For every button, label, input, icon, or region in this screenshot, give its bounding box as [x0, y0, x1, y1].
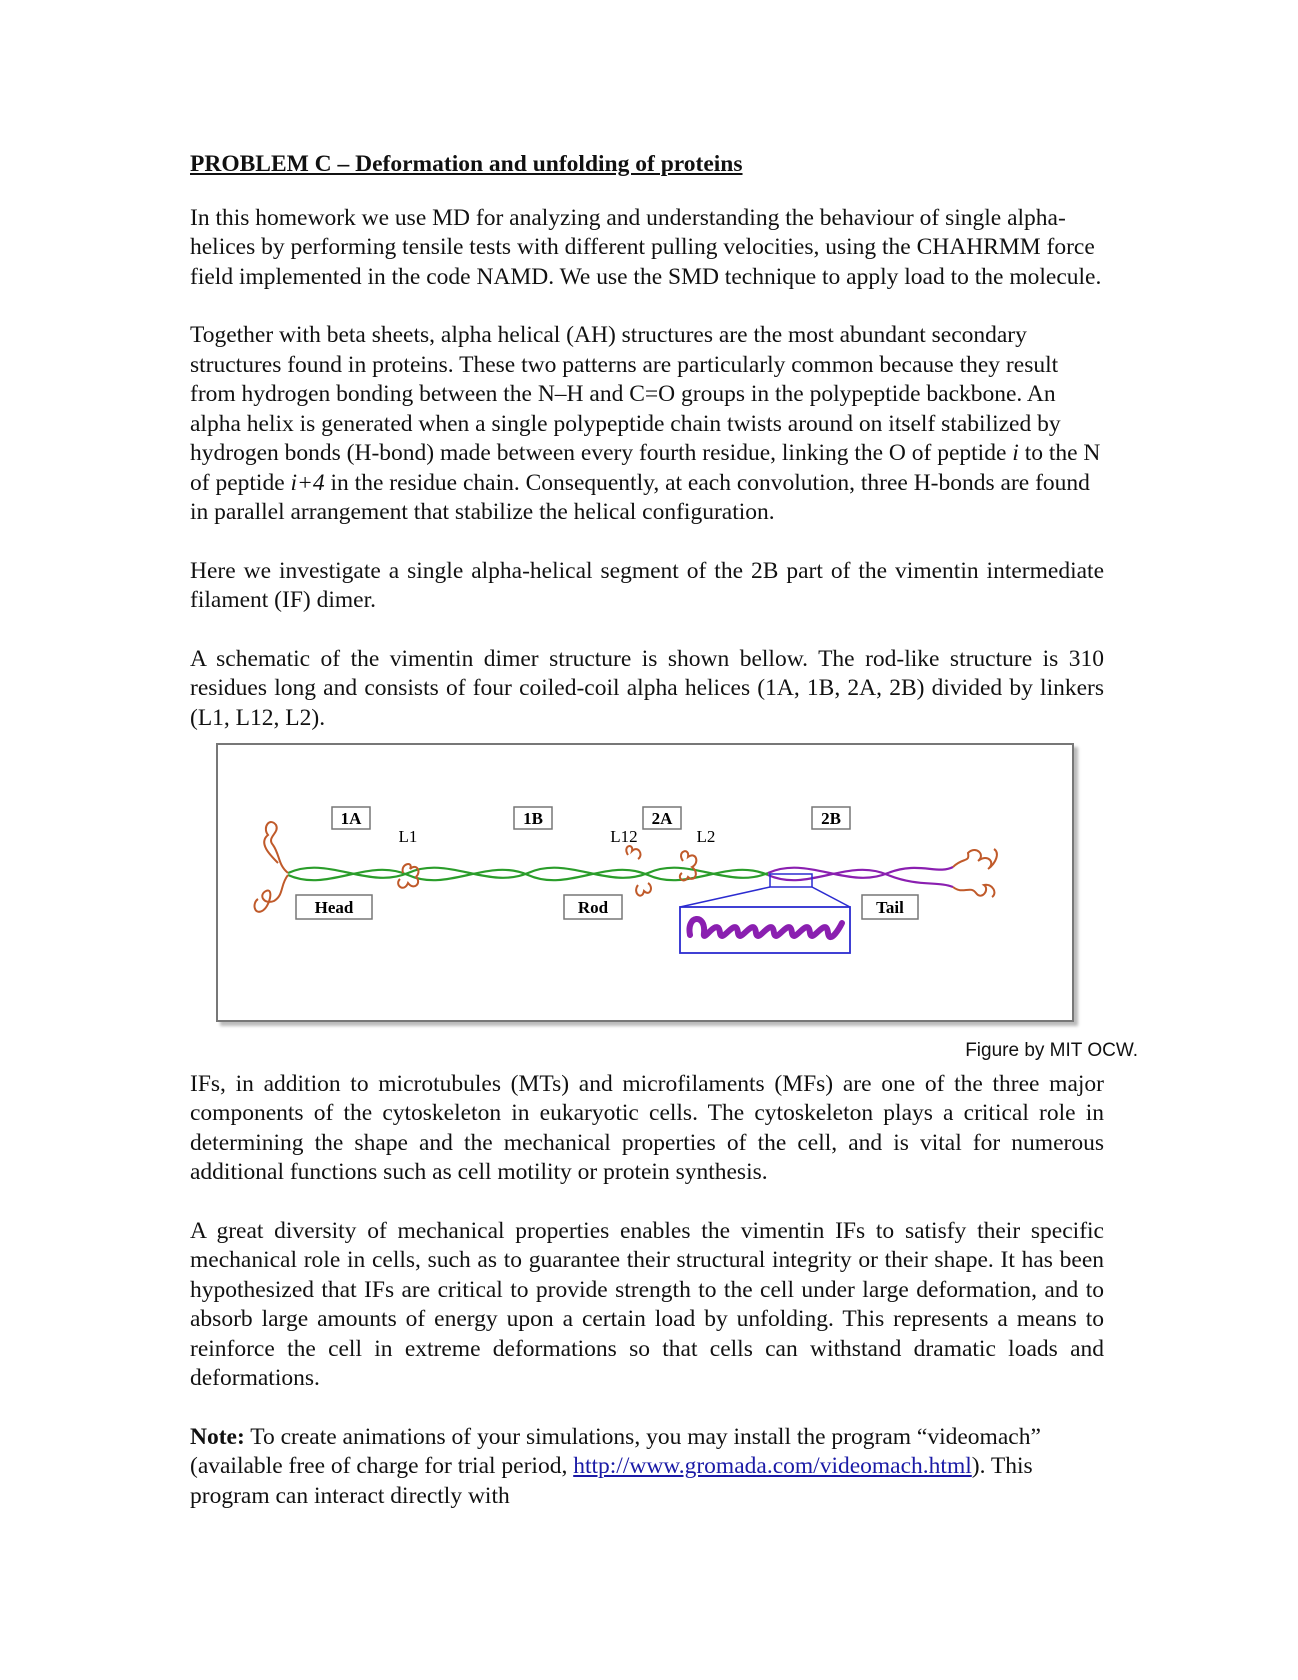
label-rod: Rod — [577, 898, 609, 917]
figure-caption: Figure by MIT OCW. — [965, 1040, 1138, 1061]
paragraph-intro: In this homework we use MD for analyzing and understanding the behaviour of single alpha-helices by performing tensile tests with different pulling velocities, using the CHAHRMM force field implemented in the code NAMD. We use the SMD technique to apply load to the molecule. — [190, 204, 1102, 290]
note-label: Note: — [190, 1423, 245, 1450]
label-box-tail — [862, 895, 918, 919]
tail-domain-squiggle-top — [953, 849, 997, 869]
label-2a: 2A — [651, 809, 673, 828]
label-1a: 1A — [340, 809, 362, 828]
paragraph-note — [190, 1423, 1104, 1512]
label-box-1a — [332, 807, 370, 829]
label-l12: L12 — [610, 827, 638, 846]
paragraph-alpha-helix-part-b: to the N of peptide — [190, 440, 1101, 496]
helix-strand-purple-1 — [768, 867, 953, 878]
paragraph-vimentin-segment: Here we investigate a single alpha-helical segment of the 2B part of the vimentin intermediate filament (IF) dimer. — [190, 557, 1104, 613]
label-box-1b — [514, 807, 552, 829]
linker-l2-knot — [680, 851, 697, 880]
label-box-head — [296, 895, 372, 919]
peptide-index-i-plus-4: i+4 — [290, 469, 325, 496]
label-l1: L1 — [398, 827, 418, 846]
problem-title: PROBLEM C – Deformation and unfolding of proteins — [190, 151, 743, 177]
label-box-rod — [564, 895, 622, 919]
peptide-index-i: i — [1012, 440, 1019, 466]
label-box-2a — [643, 807, 681, 829]
videomach-link[interactable]: http://www.gromada.com/videomach.html — [573, 1453, 972, 1479]
paragraph-schematic-intro: A schematic of the vimentin dimer structure is shown bellow. The rod-like structure is 310 residues long and consists of four coiled-coil alpha helices (1A, 1B, 2A, 2B) divided by linkers (L1, L12, L2). — [190, 645, 1104, 731]
vimentin-dimer-diagram — [218, 745, 1072, 1020]
paragraph-alpha-helix-part-c: in the residue chain. Consequently, at each convolution, three H-bonds are found in parallel arrangement that stabilize the helical configuration. — [190, 469, 1090, 525]
label-box-2b — [812, 807, 850, 829]
paragraph-cytoskeleton: IFs, in addition to microtubules (MTs) and microfilaments (MFs) are one of the three major components of the cytoskeleton in eukaryotic cells. The cytoskeleton plays a critical role in determining the shape and the mechanical properties of the cell, and is vital for numerous additional functions such as cell motility or protein synthesis. — [190, 1070, 1104, 1185]
note-text-a: To create animations of your simulations, you may install the program “videomach” (available free of charge for trial period, — [190, 1423, 1041, 1479]
head-domain-squiggle-bottom — [255, 875, 288, 912]
head-domain-squiggle-top — [264, 822, 288, 873]
document-page — [190, 150, 1138, 1540]
label-2b: 2B — [821, 809, 841, 828]
label-tail: Tail — [876, 898, 904, 917]
paragraph-alpha-helix-part-a: Together with beta sheets, alpha helical (AH) structures are the most abundant secondary structures found in proteins. These two patterns are particularly common because they result from hydrogen bonding between the N–H and C=O groups in the polypeptide backbone. An alpha helix is generated when a single polypeptide chain twists around on itself stabilized by hydrogen bonds (H-bond) made between every fourth residue, linking the O of peptide — [190, 322, 1061, 466]
tail-domain-squiggle-bottom — [953, 885, 994, 897]
note-text-b: ). This program can interact directly with — [190, 1453, 1033, 1509]
label-head: Head — [314, 898, 354, 917]
zoom-line-left — [680, 887, 770, 907]
paragraph-alpha-helix — [190, 321, 1104, 528]
label-1b: 1B — [523, 809, 543, 828]
vimentin-dimer-figure — [216, 743, 1074, 1022]
label-l2: L2 — [696, 827, 716, 846]
zoom-line-right — [812, 887, 850, 907]
paragraph-mechanical-properties: A great diversity of mechanical properties enables the vimentin IFs to satisfy their specific mechanical role in cells, such as to guarantee their structural integrity or their shape. It has been hypothesized that IFs are critical to provide strength to the cell under large deformation, and to absorb large amounts of energy upon a certain load by unfolding. This represents a means to reinforce the cell in extreme deformations so that cells can withstand dramatic loads and deformations. — [190, 1217, 1104, 1391]
